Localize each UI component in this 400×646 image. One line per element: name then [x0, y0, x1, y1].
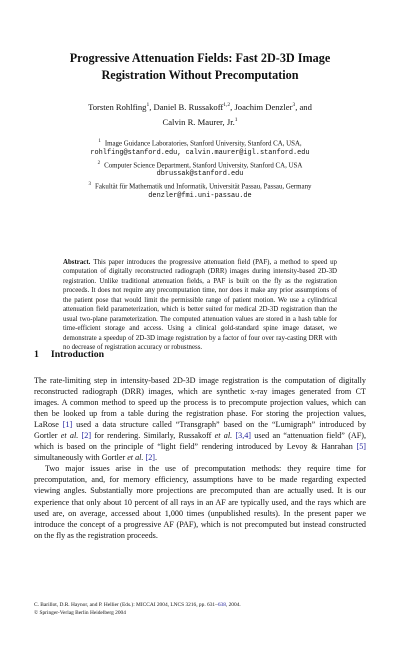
author-affiliation-mark: 3 [292, 102, 296, 108]
affiliation-item [40, 159, 360, 180]
affiliation-number: 3 [88, 182, 92, 188]
section-title: Introduction [50, 349, 105, 360]
citation-link[interactable]: [2] [81, 431, 92, 441]
paragraph-text: . [154, 453, 157, 463]
affiliation-email[interactable]: dbrussak@stanford.edu [156, 170, 244, 179]
affiliation-email[interactable]: rohlfing@stanford.edu, calvin.maurer@igl.stanford.edu [90, 148, 310, 157]
copyright-icon: © [34, 609, 39, 616]
body-text [34, 375, 366, 541]
author-affiliation-mark: 1,2 [223, 102, 231, 108]
affiliation-text: Fakultät für Mathematik und Informatik, Universität Passau, Passau, Germany [95, 183, 312, 191]
author-name: Calvin R. Maurer, Jr. [162, 116, 235, 127]
author-name: Torsten Rohlfing [88, 101, 147, 112]
author-affiliation-mark: 1 [234, 116, 238, 123]
abstract-text: This paper introduces the progressive attenuation field (PAF), a method to speed up computation of digitally reconstructed radiograph (DRR) images during intensity-based 2D-3D registration. Unlike traditional attenuation fields, a PAF is built on the fly as the registration proceeds. It does not require any precomputation time, nor does it make any prior assumptions of the patient pose that would limit the permissible range of patient motion. We use a cylindrical attenuation field parameterization, which is better suited for medical 2D-3D registration than the usual two-plane parameterization. The computed attenuation values are stored in a hash table for time-efficient storage and access. Using a clinical gold-standard spine image dataset, we demonstrate a speedup of 2D-3D image registration by a factor of four over ray-casting DRR with no decrease of registration accuracy or robustness. [63, 259, 337, 352]
paragraph-text: The rate-limiting step in intensity-based 2D-3D image registration is the computation of digitally reconstructed radiograph (DRR) images, which are synthetic x-ray images generated from CT images. A common method to speed up the process is to precompute projection values, which can then be looked up from a table during the registration phase. For storing the projection values, LaRose [34, 376, 366, 430]
abstract-label: Abstract. [63, 259, 91, 266]
author-name: Joachim Denzler [234, 101, 293, 112]
affiliation-item [40, 137, 360, 158]
author-affiliation-mark: 1 [146, 102, 150, 108]
author-name: Daniel B. Russakoff [153, 101, 224, 112]
affiliation-number: 1 [98, 139, 101, 144]
et-al: et al. [127, 453, 144, 463]
affiliation-text: Image Guidance Laboratories, Stanford University, Stanford CA, USA, [104, 140, 302, 148]
et-al: et al. [214, 431, 233, 441]
affiliation-number: 2 [97, 160, 101, 166]
author-separator: , [230, 101, 235, 112]
abstract [63, 258, 337, 353]
affiliation-item [40, 180, 360, 201]
paragraph-text: simultaneously with Gortler [34, 453, 128, 463]
section-number: 1 [34, 349, 39, 360]
affiliation-text: Computer Science Department, Stanford University, Stanford CA, USA [104, 161, 303, 169]
title-line-2: Registration Without Precomputation [101, 68, 299, 82]
paragraph-text: used a data structure called “Transgraph” based on the “Lumigraph” introduced by Gortler [34, 420, 367, 441]
title-line-1: Progressive Attenuation Fields: Fast 2D-3D Image [69, 51, 331, 65]
section-heading [34, 349, 104, 360]
paragraph-text: used an “attenuation field” (AF), which is based on the principle of “light field” rendering introduced by Levoy & Hanrahan [34, 431, 367, 452]
footer-citation-end: , 2004. [225, 602, 241, 608]
page-footer [34, 602, 366, 617]
page-range-link[interactable]: 638 [217, 602, 226, 608]
citation-link[interactable]: [2] [145, 453, 155, 463]
citation-link[interactable]: [3,4] [235, 431, 252, 441]
et-al: et al. [60, 431, 79, 441]
footer-citation: C. Barillot, D.R. Haynor, and P. Hellier (Eds.): MICCAI 2004, LNCS 3216, pp. 631– [34, 602, 218, 608]
citation-link[interactable]: [5] [356, 442, 366, 452]
author-conjunction: , and [295, 101, 312, 112]
author-list [40, 99, 360, 129]
paragraph: Two major issues arise in the use of precomputation methods: they require time for precomputation, and, for memory efficiency, assumptions have to be made regarding expected viewing angles. Substantially more projections are precomputed than are actually used. It is our experience that only about 10 percent of all rays in an AF are typically used, and the rays which are used are, on average, accessed about 1,000 times (unpublished results). In the present paper we introduce the concept of a progressive AF (PAF), which is not precomputed but instead constructed on the fly as the registration proceeds. [34, 464, 366, 540]
footer-publisher: Springer-Verlag Berlin Heidelberg 2004 [39, 609, 126, 616]
affiliation-list [40, 137, 360, 202]
citation-link[interactable]: [1] [62, 420, 73, 430]
affiliation-email[interactable]: denzler@fmi.uni-passau.de [148, 191, 252, 200]
paragraph [34, 375, 366, 463]
author-separator: , [149, 101, 154, 112]
paper-title [40, 50, 360, 84]
paragraph-text: for rendering. Similarly, Russakoff [91, 431, 215, 441]
